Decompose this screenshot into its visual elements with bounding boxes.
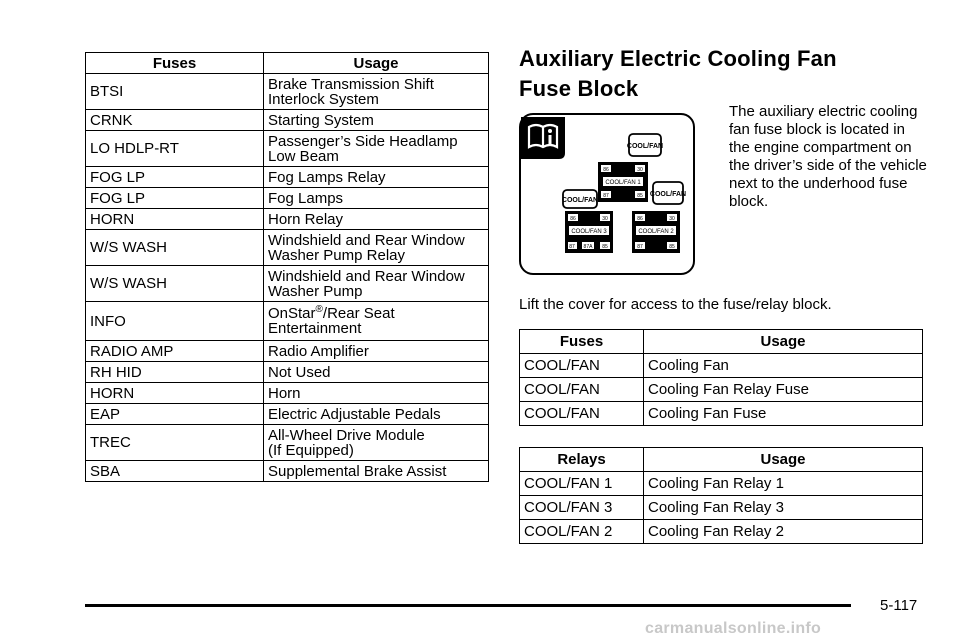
usage-cell: Horn Relay: [264, 209, 489, 230]
fuse-cell: SBA: [86, 461, 264, 482]
column-header-fuses: Fuses: [86, 53, 264, 74]
fuse-cell: BTSI: [86, 74, 264, 110]
fuse-cell: W/S WASH: [86, 230, 264, 266]
usage-cell: Cooling Fan Relay 3: [644, 496, 923, 520]
section-title-line-1: Auxiliary Electric Cooling Fan: [519, 46, 837, 71]
table-header-row: [86, 53, 489, 74]
column-header-usage: Usage: [644, 330, 923, 354]
svg-text:86: 86: [603, 167, 609, 173]
svg-text:COOL/FAN 3: COOL/FAN 3: [571, 229, 607, 235]
table-row: [520, 472, 923, 496]
fuse-cell: CRNK: [86, 110, 264, 131]
table-row: [520, 496, 923, 520]
diagram-drawing: [519, 113, 695, 275]
relay-cool-fan-1: [598, 162, 648, 202]
usage-cell: [264, 425, 489, 461]
usage-cell: Brake Transmission Shift Interlock System: [264, 74, 489, 110]
usage-cell: Starting System: [264, 110, 489, 131]
usage-cell: Cooling Fan Fuse: [644, 402, 923, 426]
registered-mark: ®: [315, 304, 323, 315]
fuse-cell: FOG LP: [86, 167, 264, 188]
rear-seat-text: /Rear Seat Entertainment: [268, 305, 395, 337]
usage-cell: Cooling Fan Relay 2: [644, 520, 923, 544]
table-row: [86, 341, 489, 362]
usage-cell: Cooling Fan Relay 1: [644, 472, 923, 496]
svg-text:85: 85: [669, 244, 675, 250]
cooling-fan-fuses-table: [519, 329, 923, 426]
table-header-row: [520, 448, 923, 472]
fuse-cell: COOL/FAN: [520, 378, 644, 402]
table-row: [86, 188, 489, 209]
table-row: [86, 461, 489, 482]
usage-cell: Windshield and Rear Window Washer Pump Relay: [264, 230, 489, 266]
table-row: [86, 425, 489, 461]
table-row: [86, 302, 489, 341]
usage-cell: Horn: [264, 383, 489, 404]
svg-text:30: 30: [602, 216, 608, 222]
fuse-cell: RH HID: [86, 362, 264, 383]
footer-rule: [85, 604, 851, 607]
table-row: [86, 230, 489, 266]
svg-text:30: 30: [637, 167, 643, 173]
fuse-cell: INFO: [86, 302, 264, 341]
column-header-relays: Relays: [520, 448, 644, 472]
fuse-cell: HORN: [86, 209, 264, 230]
svg-text:COOL/FAN 1: COOL/FAN 1: [605, 180, 641, 186]
fuse-cell: COOL/FAN: [520, 402, 644, 426]
usage-cell: Windshield and Rear Window Washer Pump: [264, 266, 489, 302]
svg-text:86: 86: [570, 216, 576, 222]
table-header-row: [520, 330, 923, 354]
fuse-cell: RADIO AMP: [86, 341, 264, 362]
page-number: 5-117: [880, 597, 918, 614]
svg-text:85: 85: [637, 193, 643, 199]
relay-cool-fan-3: [565, 211, 613, 253]
section-title: [519, 44, 837, 104]
table-row: [86, 110, 489, 131]
svg-text:85: 85: [602, 244, 608, 250]
watermark: carmanualsonline.info: [645, 620, 822, 637]
table-row: [86, 383, 489, 404]
usage-cell: Cooling Fan: [644, 354, 923, 378]
usage-line-2: (If Equipped): [268, 441, 354, 459]
table-row: [520, 520, 923, 544]
section-title-line-2: Fuse Block: [519, 76, 639, 101]
relay-cell: COOL/FAN 1: [520, 472, 644, 496]
svg-text:30: 30: [669, 216, 675, 222]
column-header-fuses: Fuses: [520, 330, 644, 354]
svg-text:87A: 87A: [583, 244, 593, 250]
usage-line-1: All-Wheel Drive Module: [268, 426, 425, 444]
column-header-usage: Usage: [644, 448, 923, 472]
usage-cell: Cooling Fan Relay Fuse: [644, 378, 923, 402]
svg-text:87: 87: [637, 244, 643, 250]
table-row: [86, 167, 489, 188]
table-row: [520, 354, 923, 378]
table-row: [86, 362, 489, 383]
table-row: [86, 266, 489, 302]
relay-cell: COOL/FAN 3: [520, 496, 644, 520]
fuse-cell: TREC: [86, 425, 264, 461]
fuse-cell: HORN: [86, 383, 264, 404]
access-instruction: Lift the cover for access to the fuse/relay block.: [519, 296, 832, 313]
table-row: [86, 131, 489, 167]
fuse-block-diagram: [519, 113, 695, 275]
usage-cell: Passenger’s Side Headlamp Low Beam: [264, 131, 489, 167]
column-header-usage: Usage: [264, 53, 489, 74]
fuse-usage-table: [85, 52, 489, 482]
table-row: [86, 74, 489, 110]
svg-text:86: 86: [637, 216, 643, 222]
usage-cell: Supplemental Brake Assist: [264, 461, 489, 482]
table-row: [86, 209, 489, 230]
table-row: [520, 378, 923, 402]
fuse-cell: COOL/FAN: [520, 354, 644, 378]
svg-text:COOL/FAN 2: COOL/FAN 2: [638, 229, 674, 235]
fuse-cell: W/S WASH: [86, 266, 264, 302]
fuse-cell: EAP: [86, 404, 264, 425]
usage-cell: Radio Amplifier: [264, 341, 489, 362]
relay-cell: COOL/FAN 2: [520, 520, 644, 544]
usage-cell: Fog Lamps Relay: [264, 167, 489, 188]
usage-cell: Fog Lamps: [264, 188, 489, 209]
usage-cell: Not Used: [264, 362, 489, 383]
fuse-cell: FOG LP: [86, 188, 264, 209]
intro-paragraph: The auxiliary electric cooling fan fuse block is located in the engine compartment on the driver’s side of the vehicle next to the underhood fuse block.: [729, 103, 927, 210]
onstar-text: OnStar: [268, 305, 316, 322]
svg-text:87: 87: [569, 244, 575, 250]
label-left: COOL/FAN: [561, 197, 599, 204]
usage-cell: [264, 302, 489, 341]
fuse-cell: LO HDLP-RT: [86, 131, 264, 167]
table-row: [520, 402, 923, 426]
cooling-fan-relays-table: [519, 447, 923, 544]
table-row: [86, 404, 489, 425]
svg-text:87: 87: [603, 193, 609, 199]
relay-cool-fan-2: [632, 211, 680, 253]
label-top: COOL/FAN: [626, 143, 664, 150]
usage-cell: Electric Adjustable Pedals: [264, 404, 489, 425]
label-right: COOL/FAN: [649, 191, 687, 198]
